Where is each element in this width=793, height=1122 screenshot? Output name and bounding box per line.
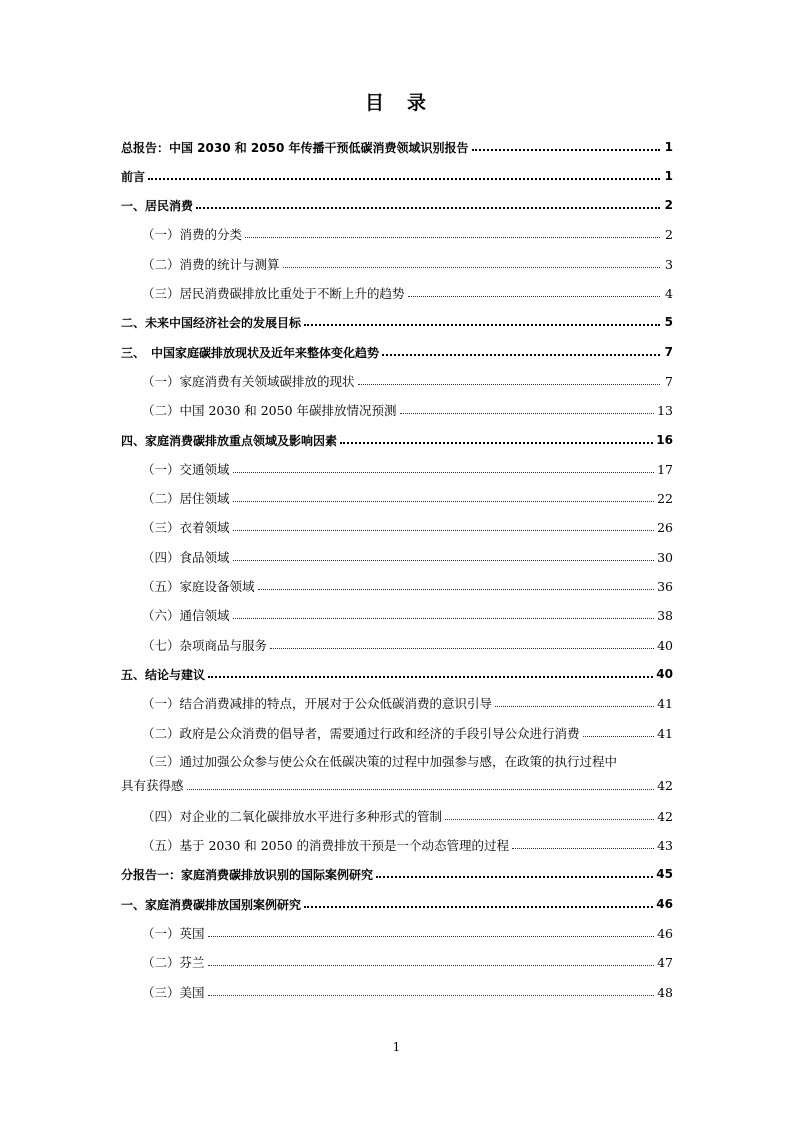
toc-entry-page: 17 <box>657 461 673 477</box>
toc-entry-text: （二）政府是公众消费的倡导者，需要通过行政和经济的手段引导公众进行消费 <box>142 726 580 741</box>
toc-entry-text: （五）家庭设备领域 <box>142 579 255 594</box>
dot-leader <box>208 676 653 678</box>
toc-entry-page: 41 <box>657 725 673 741</box>
toc-entry-finland[interactable] <box>121 949 673 975</box>
dot-leader <box>495 706 654 707</box>
dot-leader <box>196 207 660 209</box>
toc-entry-page: 38 <box>657 607 673 623</box>
dot-leader <box>358 384 660 385</box>
toc-entry-page: 16 <box>656 433 673 447</box>
toc-entry-text: （二）居住领域 <box>142 491 230 506</box>
toc-entry-page: 36 <box>657 578 673 594</box>
toc-entry-text: （三）衣着领域 <box>142 520 230 535</box>
toc-entry-text: 四、家庭消费碳排放重点领域及影响因素 <box>121 433 338 448</box>
toc-entry-page: 30 <box>657 549 673 565</box>
dot-leader <box>258 589 655 590</box>
dot-leader <box>233 501 655 502</box>
toc-entry-main-report[interactable] <box>121 134 673 160</box>
dot-leader <box>340 442 653 444</box>
toc-entry-text: 一、居民消费 <box>121 198 194 213</box>
toc-entry-section-2[interactable] <box>121 309 673 335</box>
toc-entry-text: （四）对企业的二氧化碳排放水平进行多种形式的管制 <box>142 809 443 824</box>
dot-leader <box>208 936 655 937</box>
dot-leader <box>382 354 660 356</box>
toc-entry-page: 2 <box>664 198 673 212</box>
dot-leader <box>304 324 660 326</box>
toc-entry-text: （三）居民消费碳排放比重处于不断上升的趋势 <box>142 286 405 301</box>
dot-leader <box>304 906 653 908</box>
toc-entry-4-3[interactable] <box>121 514 673 540</box>
toc-entry-preface[interactable] <box>121 163 673 189</box>
toc-entry-text: （五）基于 2030 和 2050 的消费排放干预是一个动态管理的过程 <box>142 838 510 853</box>
toc-entry-page: 46 <box>657 925 673 941</box>
toc-entry-text: 三、 中国家庭碳排放现状及近年来整体变化趋势 <box>121 345 380 360</box>
toc-entry-usa[interactable] <box>121 979 673 1005</box>
toc-entry-text: （七）杂项商品与服务 <box>142 638 268 653</box>
toc-entry-page: 5 <box>664 315 673 329</box>
toc-entry-5-5[interactable] <box>121 832 673 858</box>
dot-leader <box>376 876 653 878</box>
toc-entry-section-5[interactable] <box>121 661 673 687</box>
dot-leader <box>400 413 655 414</box>
toc-entry-4-4[interactable] <box>121 544 673 570</box>
toc-entry-page: 13 <box>657 402 673 418</box>
toc-entry-page: 4 <box>665 285 673 301</box>
toc-entry-page: 7 <box>665 373 673 389</box>
toc-entry-3-1[interactable] <box>121 368 673 394</box>
toc-entry-page: 48 <box>657 984 673 1000</box>
dot-leader <box>233 530 655 531</box>
dot-leader <box>148 178 660 180</box>
toc-entry-page: 42 <box>657 808 673 824</box>
toc-entry-text: （三）通过加强公众参与使公众在低碳决策的过程中加强参与感，在政策的执行过程中 <box>142 754 618 769</box>
toc-entry-text: （四）食品领域 <box>142 550 230 565</box>
toc-entry-4-5[interactable] <box>121 573 673 599</box>
dot-leader <box>208 965 655 966</box>
dot-leader <box>283 267 660 268</box>
toc-entry-4-1[interactable] <box>121 456 673 482</box>
toc-entry-text: （二）芬兰 <box>142 955 205 970</box>
toc-entry-text: （一）结合消费减排的特点，开展对于公众低碳消费的意识引导 <box>142 696 493 711</box>
toc-entry-text: 二、未来中国经济社会的发展目标 <box>121 315 302 330</box>
dot-leader <box>208 995 655 996</box>
toc-entry-text: 前言 <box>121 169 146 184</box>
toc-entry-page: 1 <box>664 169 673 183</box>
toc-entry-3-2[interactable] <box>121 397 673 423</box>
toc-entry-text: （三）美国 <box>142 985 205 1000</box>
toc-entry-1-3[interactable] <box>121 280 673 306</box>
dot-leader <box>472 149 660 151</box>
toc-entry-text: 总报告：中国 2030 和 2050 年传播干预低碳消费领域识别报告 <box>121 140 469 155</box>
dot-leader <box>187 789 655 790</box>
toc-entry-page: 41 <box>657 695 673 711</box>
toc-entry-page: 2 <box>665 226 673 242</box>
toc-entry-text: （二）消费的统计与测算 <box>142 257 280 272</box>
toc-entry-page: 47 <box>657 954 673 970</box>
dot-leader <box>233 618 655 619</box>
toc-title: 目 录 <box>364 92 428 114</box>
toc-entry-page: 3 <box>665 256 673 272</box>
toc-entry-4-7[interactable] <box>121 632 673 658</box>
toc-entry-text: 分报告一：家庭消费碳排放识别的国际案例研究 <box>121 867 374 882</box>
toc-entry-page: 7 <box>664 345 673 359</box>
toc-entry-page: 46 <box>656 897 673 911</box>
toc-entry-sub-section-1[interactable] <box>121 891 673 917</box>
toc-entry-uk[interactable] <box>121 920 673 946</box>
toc-entry-section-3[interactable] <box>121 339 673 365</box>
toc-entry-4-6[interactable] <box>121 602 673 628</box>
toc-entry-section-1[interactable] <box>121 192 673 218</box>
toc-entry-text: 一、家庭消费碳排放国别案例研究 <box>121 897 302 912</box>
dot-leader <box>233 472 655 473</box>
page-number: 1 <box>392 1040 401 1054</box>
toc-entry-page: 22 <box>657 490 673 506</box>
toc-entry-5-1[interactable] <box>121 690 673 716</box>
toc-entry-sub-report-1[interactable] <box>121 861 673 887</box>
toc-entry-1-1[interactable] <box>121 221 673 247</box>
toc-entry-page: 40 <box>656 667 673 681</box>
toc-entry-5-2[interactable] <box>121 720 673 746</box>
toc-entry-text: （一）交通领域 <box>142 462 230 477</box>
toc-entry-text: （一）英国 <box>142 926 205 941</box>
dot-leader <box>445 819 654 820</box>
toc-entry-page: 42 <box>657 778 673 793</box>
dot-leader <box>270 648 654 649</box>
toc-entry-text: 五、结论与建议 <box>121 667 206 682</box>
toc-entry-1-2[interactable] <box>121 251 673 277</box>
toc-entry-text: （二）中国 2030 和 2050 年碳排放情况预测 <box>142 403 397 418</box>
toc-entry-page: 26 <box>657 519 673 535</box>
toc-entry-text: （一）消费的分类 <box>142 227 243 242</box>
toc-entry-5-3[interactable] <box>121 751 673 799</box>
dot-leader <box>512 848 654 849</box>
toc-entry-page: 40 <box>657 637 673 653</box>
toc-entry-text: （六）通信领域 <box>142 608 230 623</box>
toc-entry-page: 43 <box>657 837 673 853</box>
dot-leader <box>245 237 660 238</box>
toc-entry-4-2[interactable] <box>121 485 673 511</box>
dot-leader <box>233 560 655 561</box>
toc-entry-page: 1 <box>664 140 673 154</box>
toc-entry-5-4[interactable] <box>121 803 673 829</box>
toc-entry-text: （一）家庭消费有关领域碳排放的现状 <box>142 374 355 389</box>
dot-leader <box>583 736 655 737</box>
toc-entry-text-continued: 具有获得感 <box>121 778 184 793</box>
dot-leader <box>408 296 660 297</box>
toc-entry-section-4[interactable] <box>121 427 673 453</box>
toc-entry-page: 45 <box>656 867 673 881</box>
